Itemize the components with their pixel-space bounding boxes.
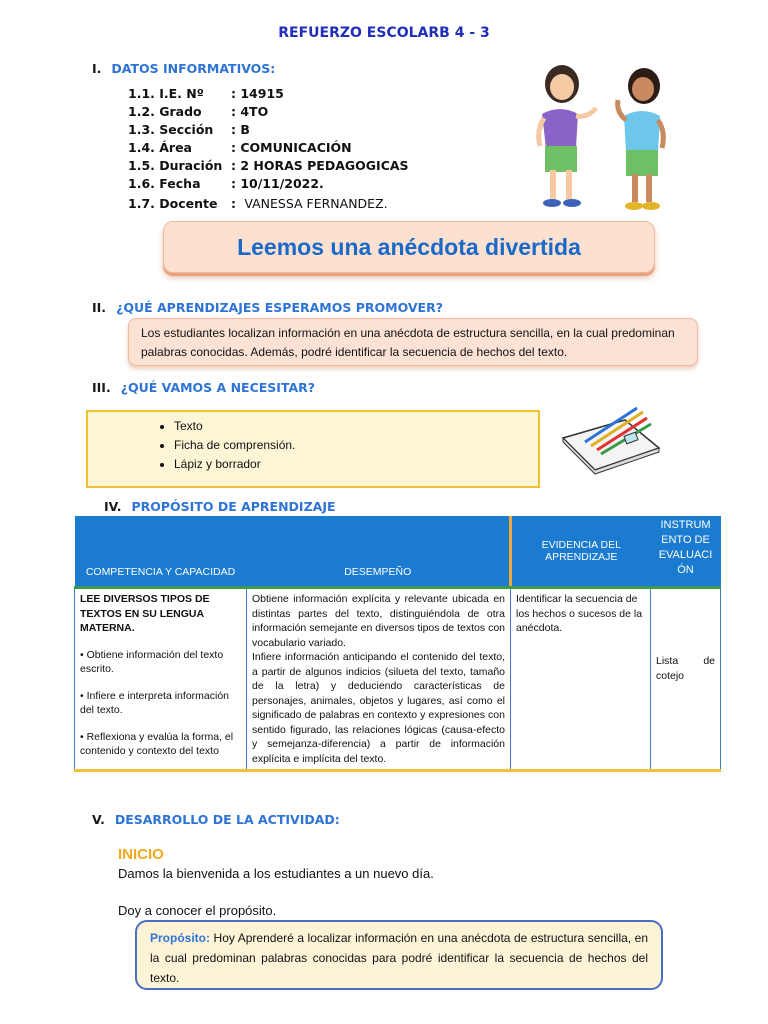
header-evidencia: EVIDENCIA DEL APRENDIZAJE [511,516,651,588]
section-number: III. [92,380,111,395]
info-row-seccion [128,122,250,140]
section-title: PROPÓSITO DE APRENDIZAJE [131,499,336,514]
section-heading-aprendizajes [92,300,443,315]
materials-box [86,410,540,488]
purpose-label: Propósito: [150,931,210,945]
info-row-duracion [128,158,409,176]
list-item: • Ficha de comprensión. [174,436,538,455]
instrumento-text: Lista de cotejo [656,655,715,682]
info-value: : 14915 [231,86,284,101]
section-heading-materiales [92,380,315,395]
purpose-box [135,920,663,990]
lesson-title: Leemos una anécdota divertida [237,233,581,260]
children-illustration [520,56,680,218]
section-heading-datos [92,61,275,76]
info-value: : COMUNICACIÓN [231,140,352,155]
list-item: • Lápiz y borrador [174,455,538,474]
page-title: REFUERZO ESCOLARB 4 - 3 [278,25,490,41]
inicio-heading: INICIO [118,846,164,863]
info-label: 1.7. Docente [128,196,218,211]
info-row-ie [128,86,284,104]
desempeno-text: Infiere información anticipando el contenido del texto, a partir de algunos indicios (silueta del texto, tamaño de la letra) y deduciendo características de personajes, animales, objetos y lugares, así como el significado de palabras en contexto y expresiones con sentido figurado, las relaciones lógicas (causa-efecto y semejanza-diferencia) a partir de información explícita e implícita del texto. [252,651,505,765]
aprendizajes-box: Los estudiantes localizan información en una anécdota de estructura sencilla, en la cual predominan palabras conocidas. Además, podré identificar la secuencia de hechos del texto. [128,318,698,366]
cell-instrumento [651,588,721,771]
info-label: 1.1. I.E. Nº [128,86,204,101]
section-number: I. [92,61,102,76]
section-heading-desarrollo [92,812,340,827]
info-value: : 10/11/2022. [231,176,324,191]
info-label: 1.6. Fecha [128,176,201,191]
info-label: 1.3. Sección [128,122,214,137]
table-row [75,588,721,771]
section-title: DESARROLLO DE LA ACTIVIDAD: [114,812,340,827]
header-competencia: COMPETENCIA Y CAPACIDAD [75,516,247,588]
materials-list [88,417,538,474]
section-heading-proposito [104,499,336,514]
info-row-grado [128,104,268,122]
cell-competencia [75,588,247,771]
list-item: • Texto [174,417,538,436]
info-value-teacher: VANESSA FERNANDEZ. [244,196,388,211]
purpose-text: Hoy Aprenderé a localizar información en una anécdota de estructura sencilla, en la cual predominan palabras conocidas para podré identificar la secuencia de hechos del texto. [150,931,648,985]
section-title: DATOS INFORMATIVOS: [111,61,276,76]
section-title: ¿QUÉ APRENDIZAJES ESPERAMOS PROMOVER? [116,300,443,315]
capacidad-item: • Reflexiona y evalúa la forma, el contenido y contexto del texto [80,730,234,757]
info-value: : 2 HORAS PEDAGOGICAS [231,158,409,173]
welcome-text: Damos la bienvenida a los estudiantes a un nuevo día. [118,866,434,881]
section-number: V. [92,812,105,827]
info-label: 1.5. Duración [128,158,223,173]
desempeno-text: Obtiene información explícita y relevante ubicada en distintas partes del texto, distinguiéndola de otra información semejante en diversos tipos de textos con vocabulario variado. [252,593,505,649]
info-row-fecha [128,176,324,194]
info-value: : B [231,122,250,137]
capacidad-item: • Obtiene información del texto escrito. [80,648,224,675]
cell-evidencia: Identificar la secuencia de los hechos o sucesos de la anécdota. [511,588,651,771]
purpose-intro-text: Doy a conocer el propósito. [118,903,277,918]
paper-pencils-illustration [555,398,665,480]
info-label: 1.4. Área [128,140,192,155]
table-header-row [75,516,721,588]
info-row-area [128,140,352,158]
learning-purpose-table [74,516,721,772]
info-value: : 4TO [231,104,269,119]
capacidad-item: • Infiere e interpreta información del texto. [80,689,229,716]
info-label: 1.2. Grado [128,104,202,119]
lesson-title-banner [163,221,655,273]
info-row-docente [128,196,388,214]
section-title: ¿QUÉ VAMOS A NECESITAR? [120,380,316,395]
section-number: II. [92,300,107,315]
info-value: : [231,196,236,211]
cell-desempeno [247,588,511,771]
header-instrumento: INSTRUM ENTO DE EVALUACI ÓN [651,516,721,588]
competencia-title: LEE DIVERSOS TIPOS DE TEXTOS EN SU LENGUA MATERNA. [80,593,210,634]
section-number: IV. [104,499,122,514]
header-desempeno: DESEMPEÑO [247,516,511,588]
